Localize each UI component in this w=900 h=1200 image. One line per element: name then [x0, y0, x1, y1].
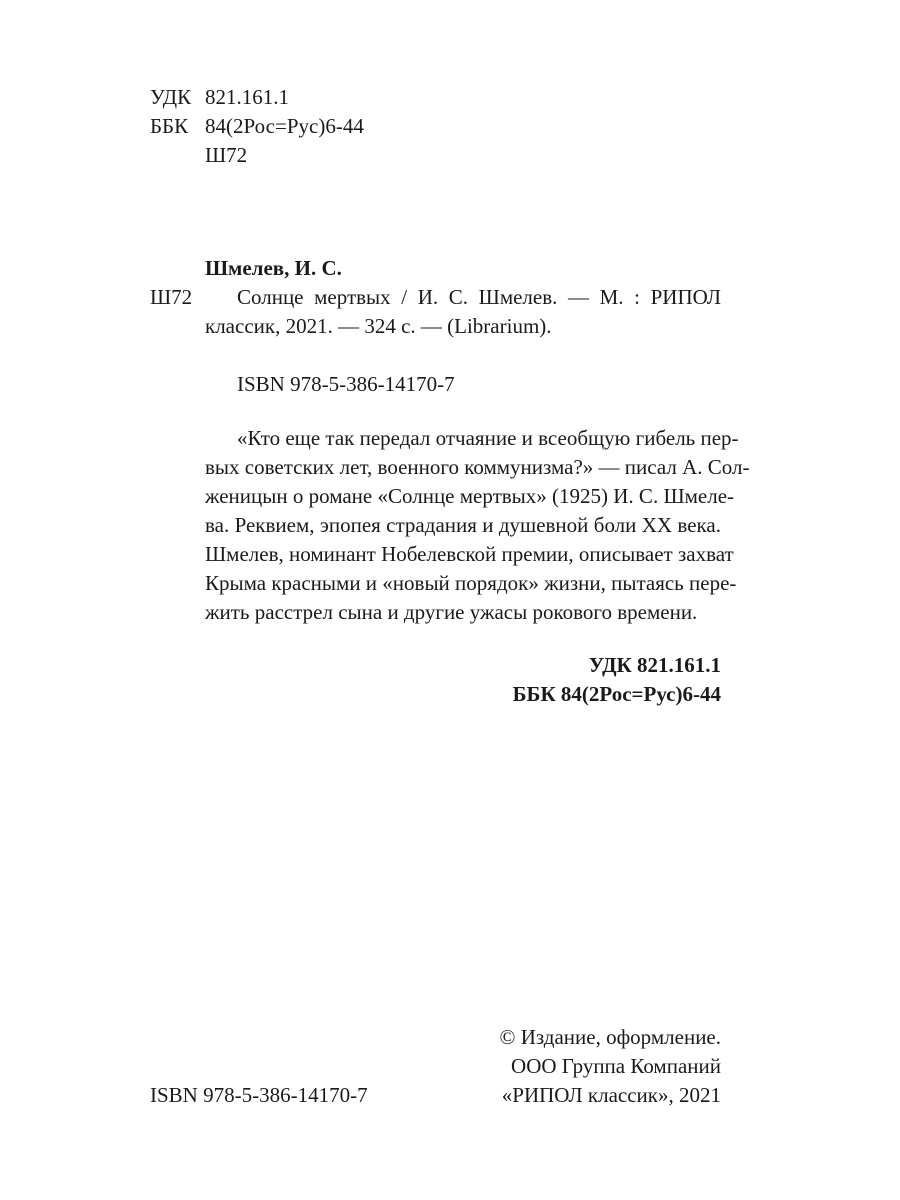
isbn-footer: ISBN 978-5-386-14170-7: [150, 1083, 368, 1107]
udk-label: УДК: [150, 85, 192, 109]
title-line-1: Солнце мертвых / И. С. Шмелев. — М. : РИПОЛ: [237, 285, 721, 309]
bbk-value: 84(2Рос=Рус)6-44: [205, 114, 364, 138]
annotation-line: ва. Реквием, эпопея страдания и душевной боли XX века.: [205, 513, 721, 537]
shelfmark: Ш72: [150, 285, 193, 309]
copyright-line-2: ООО Группа Компаний: [511, 1054, 721, 1078]
author-heading: Шмелев, И. С.: [205, 256, 342, 280]
annotation-line: Крыма красными и «новый порядок» жизни, пытаясь пере-: [205, 571, 737, 595]
annotation-line: «Кто еще так передал отчаяние и всеобщую гибель пер-: [237, 426, 739, 450]
copyright-line-1: © Издание, оформление.: [499, 1025, 721, 1049]
author-mark: Ш72: [205, 143, 248, 167]
copyright-line-3: «РИПОЛ классик», 2021: [501, 1083, 721, 1107]
bottom-bbk: ББК 84(2Рос=Рус)6-44: [512, 682, 721, 706]
annotation-line: Шмелев, номинант Нобелевской премии, описывает захват: [205, 542, 734, 566]
bottom-udk: УДК 821.161.1: [588, 653, 721, 677]
isbn-record: ISBN 978-5-386-14170-7: [237, 372, 455, 396]
title-line-2: классик, 2021. — 324 с. — (Librarium).: [205, 314, 552, 338]
udk-value: 821.161.1: [205, 85, 289, 109]
bbk-label: ББК: [150, 114, 189, 138]
annotation-line: женицын о романе «Солнце мертвых» (1925) И. С. Шмеле-: [205, 484, 735, 508]
annotation-line: вых советских лет, военного коммунизма?» — писал А. Сол-: [205, 455, 750, 479]
annotation-line: жить расстрел сына и другие ужасы рокового времени.: [205, 600, 698, 624]
